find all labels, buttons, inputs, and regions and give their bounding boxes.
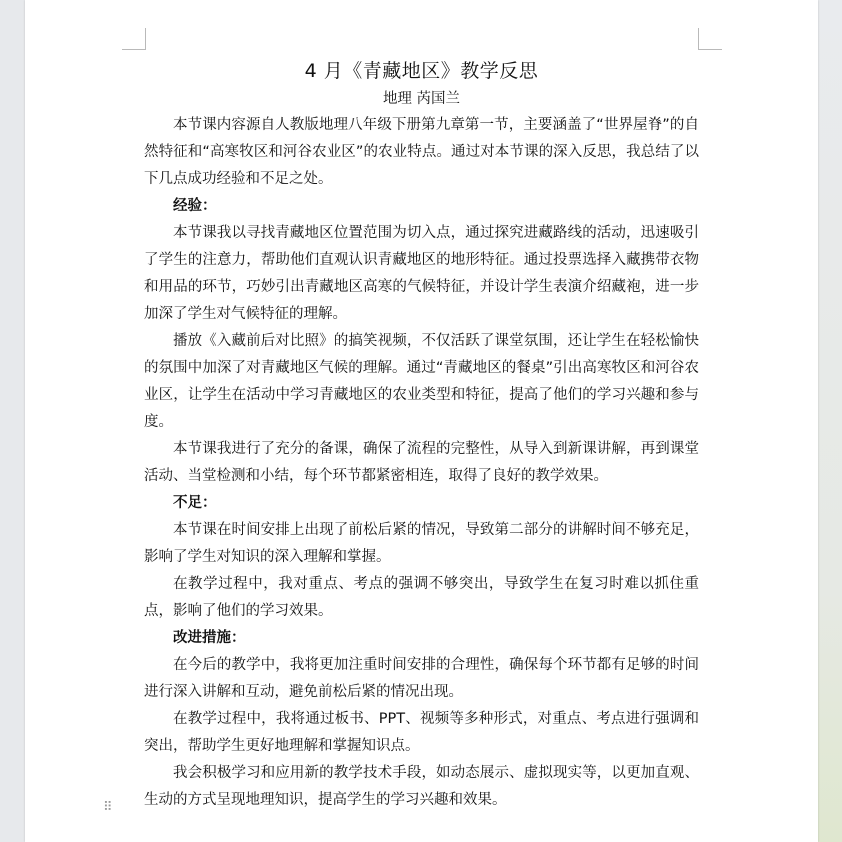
section-heading-improvements: 改进措施：	[173, 630, 246, 646]
paragraph-shortcoming-1: 本节课在时间安排上出现了前松后紧的情况，导致第二部分的讲解时间不够充足，影响了学生对知识的深入理解和掌握。	[144, 522, 699, 565]
paragraph-improvement-1: 在今后的教学中，我将更加注重时间安排的合理性，确保每个环节都有足够的时间进行深入讲解和互动，避免前松后紧的情况出现。	[144, 657, 699, 700]
paragraph-shortcoming-2: 在教学过程中，我对重点、考点的强调不够突出，导致学生在复习时难以抓住重点，影响了他们的学习效果。	[144, 576, 699, 619]
paragraph-experience-1: 本节课我以寻找青藏地区位置范围为切入点，通过探究进藏路线的活动，迅速吸引了学生的注意力，帮助他们直观认识青藏地区的地形特征。通过投票选择入藏携带衣物和用品的环节，巧妙引出青藏地区高寒的气候特征，并设计学生表演介绍藏袍，进一步加深了学生对气候特征的理解。	[144, 225, 699, 322]
document-author: 地理 芮国兰	[382, 91, 461, 107]
section-heading-shortcomings: 不足：	[173, 495, 217, 511]
document-body[interactable]	[144, 56, 699, 814]
document-title: 4 月《青藏地区》教学反思	[304, 60, 539, 82]
paragraph-improvement-2: 在教学过程中，我将通过板书、PPT、视频等多种形式，对重点、考点进行强调和突出，帮助学生更好地理解和掌握知识点。	[144, 711, 699, 754]
document-page	[25, 0, 818, 842]
drag-handle-icon[interactable]: ⠿	[103, 800, 112, 815]
paragraph-experience-3: 本节课我进行了充分的备课，确保了流程的完整性，从导入到新课讲解，再到课堂活动、当堂检测和小结，每个环节都紧密相连，取得了良好的教学效果。	[144, 441, 699, 484]
paragraph-improvement-3: 我会积极学习和应用新的教学技术手段，如动态展示、虚拟现实等，以更加直观、生动的方式呈现地理知识，提高学生的学习兴趣和效果。	[144, 765, 699, 808]
margin-corner-top-left	[122, 28, 146, 50]
right-side-strip	[818, 0, 842, 842]
paragraph-experience-2: 播放《入藏前后对比照》的搞笑视频，不仅活跃了课堂氛围，还让学生在轻松愉快的氛围中加深了对青藏地区气候的理解。通过“青藏地区的餐桌”引出高寒牧区和河谷农业区，让学生在活动中学习青藏地区的农业类型和特征，提高了他们的学习兴趣和参与度。	[144, 333, 699, 430]
section-heading-experience: 经验：	[173, 198, 217, 214]
margin-corner-top-right	[698, 28, 722, 50]
paragraph-intro: 本节课内容源自人教版地理八年级下册第九章第一节，主要涵盖了“世界屋脊”的自然特征和“高寒牧区和河谷农业区”的农业特点。通过对本节课的深入反思，我总结了以下几点成功经验和不足之处。	[144, 117, 699, 187]
